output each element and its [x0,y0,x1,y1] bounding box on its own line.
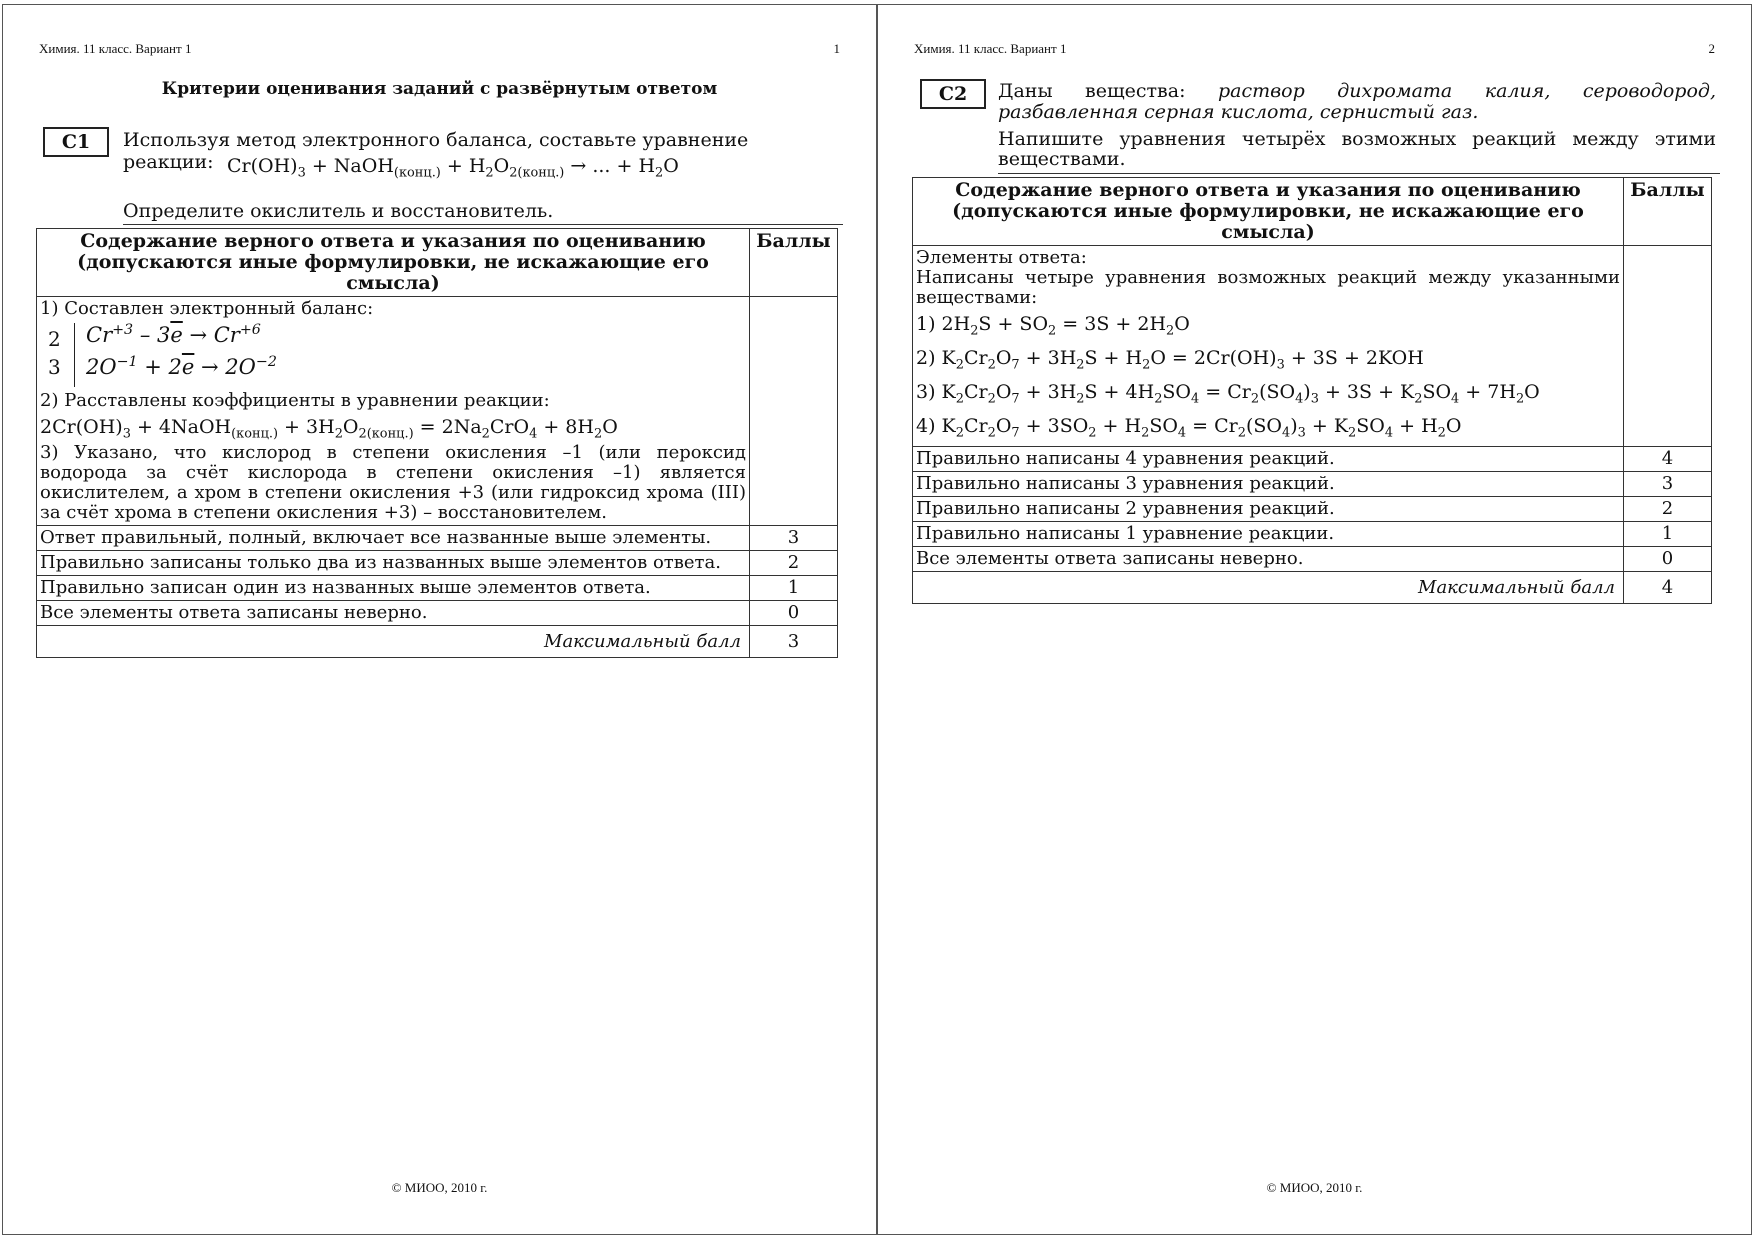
electron-balance [44,323,746,387]
divider [998,173,1720,174]
task-label-c2: С2 [920,79,986,109]
criteria-row-text: Правильно записан один из названных выше элементов ответа. [37,576,750,601]
balance-eq-cr: $Cr^{+3} - 3\overline{e} \to Cr^{+6}$ [86,322,261,347]
page-1 [2,4,877,1235]
table-header-content: Содержание верного ответа и указания по оцениванию (допускаются иные формулировки, не искажающие его смысла) [913,178,1624,246]
footer: © МИОО, 2010 г. [1266,1180,1363,1195]
reaction-2: 2) $K_2Cr_2O_7 + 3H_2S + H_2O = 2Cr(OH)_3 + 3S + 2KOH$ [916,347,1424,373]
balanced-equation: $2Cr(OH)_3$ + 4NaOH$_{(конц.)}$ + $3H_2O_{2(конц.)} = 2Na_2CrO_4 + 8H_2O$ [40,416,618,442]
running-head [914,41,1715,57]
table-header-content: Содержание верного ответа и указания по оцениванию (допускаются иные формулировки, не искажающие его смысла) [37,229,750,297]
criteria-row-score: 3 [1624,472,1712,497]
criteria-row-text: Правильно написаны 2 уравнения реакций. [913,497,1624,522]
empty-score-cell [1624,246,1712,447]
balance-coef-1: 2 [48,327,61,351]
criteria-row-text: Правильно написаны 3 уравнения реакций. [913,472,1624,497]
task-c2-substances: раствор дихромата калия, сероводород, разбавленная серная кислота, сернистый газ. [998,80,1716,123]
criteria-title: Критерии оценивания заданий с развёрнутым ответом [161,79,718,99]
max-score-label: Максимальный балл [913,572,1624,604]
criteria-row-score: 0 [1624,547,1712,572]
answer-elements-cell [37,297,750,526]
page-number: 2 [1708,41,1715,56]
criteria-row-score: 0 [750,601,838,626]
elements-desc: Написаны четыре уравнения возможных реакций между указанными веществами: [916,267,1620,308]
balance-bar [74,323,75,387]
footer: © МИОО, 2010 г. [391,1180,488,1195]
task-c1-note: Определите окислитель и восстановитель. [123,200,554,222]
step-2: 2) Расставлены коэффициенты в уравнении реакции: [40,390,550,411]
balance-coef-2: 3 [48,355,61,379]
step-3: 3) Указано, что кислород в степени окисления –1 (или пероксид водорода за счёт кислорода в степени окисления –1) является окислителем, а хром в степени окисления +3 (или гидроксид хрома (III) за счёт хрома в степени окисления +3) – восстановителем. [40,442,746,523]
criteria-row-score: 4 [1624,447,1712,472]
criteria-row-score: 2 [1624,497,1712,522]
task-label-c1: С1 [43,127,109,157]
balance-eq-o: $2O^{-1} + 2\overline{e} \to 2O^{-2}$ [86,354,277,379]
criteria-table-c1 [36,228,838,658]
running-head-text: Химия. 11 класс. Вариант 1 [39,41,192,56]
max-score-value: 3 [750,626,838,658]
criteria-row-score: 2 [750,551,838,576]
criteria-row-score: 1 [1624,522,1712,547]
max-score-label: Максимальный балл [37,626,750,658]
reaction-3: 3) $K_2Cr_2O_7 + 3H_2S + 4H_2SO_4 = Cr_2(SO_4)_3 + 3S + K_2SO_4 + 7H_2O$ [916,381,1540,407]
running-head [39,41,840,57]
running-head-text: Химия. 11 класс. Вариант 1 [914,41,1067,56]
criteria-row-text: Все элементы ответа записаны неверно. [913,547,1624,572]
answer-elements-cell [913,246,1624,447]
task-c2-intro: Даны вещества: [998,80,1186,102]
task-c1-equation: $Cr(OH)_3$ + NaOH$_{(конц.)}$ + $H_2O_{2(конц.)}$ → ... + $H_2O$ [227,155,679,181]
table-header-score: Баллы [750,229,838,297]
reaction-1: 1) $2H_2S + SO_2 = 3S + 2H_2O$ [916,313,1190,339]
task-c1-text: Используя метод электронного баланса, составьте уравнение реакции: [123,129,749,173]
criteria-row-score: 3 [750,526,838,551]
max-score-value: 4 [1624,572,1712,604]
criteria-row-text: Ответ правильный, полный, включает все названные выше элементы. [37,526,750,551]
empty-score-cell [750,297,838,526]
criteria-row-text: Все элементы ответа записаны неверно. [37,601,750,626]
page-2 [877,4,1752,1235]
table-header-score: Баллы [1624,178,1712,246]
task-c2-text [998,81,1716,123]
divider [123,224,843,225]
elements-label: Элементы ответа: [916,247,1087,268]
criteria-row-text: Правильно написаны 4 уравнения реакций. [913,447,1624,472]
criteria-row-text: Правильно написаны 1 уравнение реакции. [913,522,1624,547]
criteria-table-c2 [912,177,1712,604]
criteria-row-score: 1 [750,576,838,601]
task-c2-instruction: Напишите уравнения четырёх возможных реакций между этими веществами. [998,128,1716,170]
criteria-row-text: Правильно записаны только два из названных выше элементов ответа. [37,551,750,576]
step-1: 1) Составлен электронный баланс: [40,298,374,319]
reaction-4: 4) $K_2Cr_2O_7 + 3SO_2 + H_2SO_4 = Cr_2(SO_4)_3 + K_2SO_4 + H_2O$ [916,415,1462,441]
page-number: 1 [833,41,840,56]
